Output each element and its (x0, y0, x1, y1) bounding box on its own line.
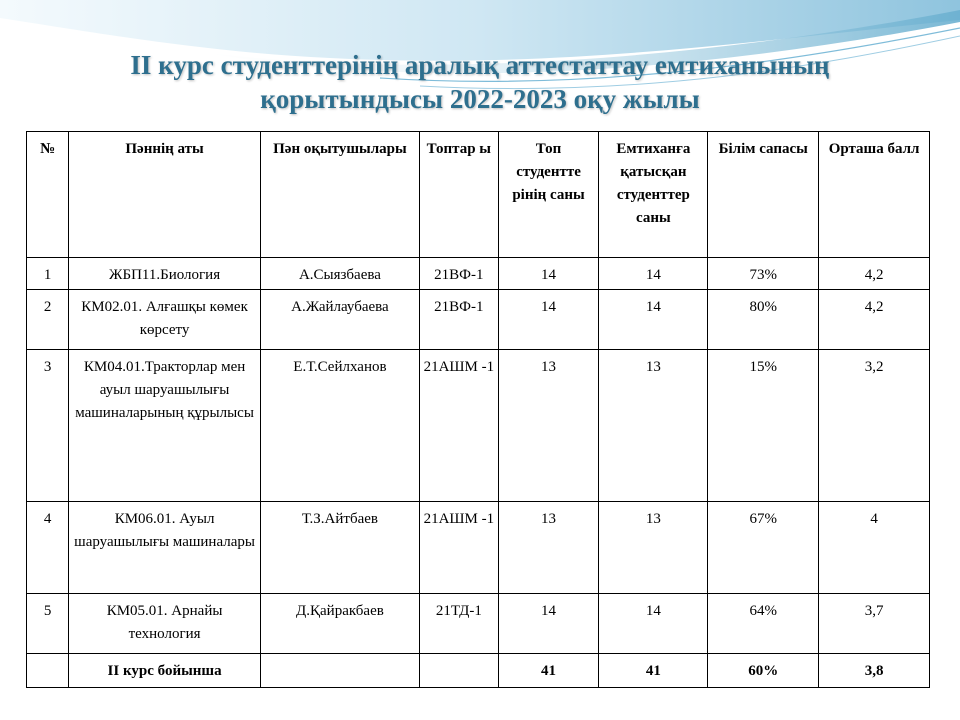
total-number-empty (27, 654, 69, 688)
row-quality: 64% (708, 594, 819, 654)
header-number: № (27, 132, 69, 258)
row-students: 14 (498, 290, 599, 350)
row-average: 4 (819, 502, 930, 594)
row-participants: 14 (599, 290, 708, 350)
table-row (27, 350, 930, 502)
row-students: 14 (498, 594, 599, 654)
row-number: 5 (27, 594, 69, 654)
row-students: 13 (498, 502, 599, 594)
row-group: 21ВФ-1 (420, 258, 499, 290)
row-quality: 73% (708, 258, 819, 290)
header-participants: Емтиханға қатысқан студенттер саны (599, 132, 708, 258)
row-group: 21ВФ-1 (420, 290, 499, 350)
table-row (27, 594, 930, 654)
header-student-count: Топ студентте рінің саны (498, 132, 599, 258)
header-average-score: Орташа балл (819, 132, 930, 258)
total-quality: 60% (708, 654, 819, 688)
row-participants: 14 (599, 594, 708, 654)
title-line-1: II курс студенттерінің аралық аттестаттау емтиханының (130, 50, 830, 80)
row-subject: КМ06.01. Ауыл шаруашылығы машиналары (69, 502, 260, 594)
page-title (40, 48, 920, 116)
total-students: 41 (498, 654, 599, 688)
table-row (27, 290, 930, 350)
row-average: 4,2 (819, 290, 930, 350)
row-number: 3 (27, 350, 69, 502)
row-group: 21ТД-1 (420, 594, 499, 654)
total-teacher-empty (260, 654, 419, 688)
row-quality: 15% (708, 350, 819, 502)
table-header-row (27, 132, 930, 258)
title-line-2: қорытындысы 2022-2023 оқу жылы (260, 84, 700, 114)
exam-results-table (26, 131, 930, 688)
row-group: 21АШМ -1 (420, 350, 499, 502)
row-participants: 13 (599, 502, 708, 594)
total-label: II курс бойынша (69, 654, 260, 688)
row-subject: ЖБП11.Биология (69, 258, 260, 290)
row-teacher: А.Жайлаубаева (260, 290, 419, 350)
row-subject: КМ04.01.Тракторлар мен ауыл шаруашылығы машиналарының құрылысы (69, 350, 260, 502)
table-row (27, 258, 930, 290)
row-average: 3,7 (819, 594, 930, 654)
row-number: 2 (27, 290, 69, 350)
header-knowledge-quality: Білім сапасы (708, 132, 819, 258)
row-participants: 14 (599, 258, 708, 290)
row-quality: 67% (708, 502, 819, 594)
table-total-row (27, 654, 930, 688)
row-subject: КМ02.01. Алғашқы көмек көрсету (69, 290, 260, 350)
row-average: 3,2 (819, 350, 930, 502)
row-number: 1 (27, 258, 69, 290)
row-number: 4 (27, 502, 69, 594)
total-average: 3,8 (819, 654, 930, 688)
row-participants: 13 (599, 350, 708, 502)
header-subject: Пәннің аты (69, 132, 260, 258)
row-average: 4,2 (819, 258, 930, 290)
row-group: 21АШМ -1 (420, 502, 499, 594)
row-subject: КМ05.01. Арнайы технология (69, 594, 260, 654)
row-students: 14 (498, 258, 599, 290)
header-groups: Топтар ы (420, 132, 499, 258)
row-teacher: А.Сыязбаева (260, 258, 419, 290)
row-teacher: Т.З.Айтбаев (260, 502, 419, 594)
total-participants: 41 (599, 654, 708, 688)
row-teacher: Д.Қайракбаев (260, 594, 419, 654)
row-students: 13 (498, 350, 599, 502)
table-row (27, 502, 930, 594)
row-teacher: Е.Т.Сейлханов (260, 350, 419, 502)
header-teachers: Пән оқытушылары (260, 132, 419, 258)
total-group-empty (420, 654, 499, 688)
row-quality: 80% (708, 290, 819, 350)
